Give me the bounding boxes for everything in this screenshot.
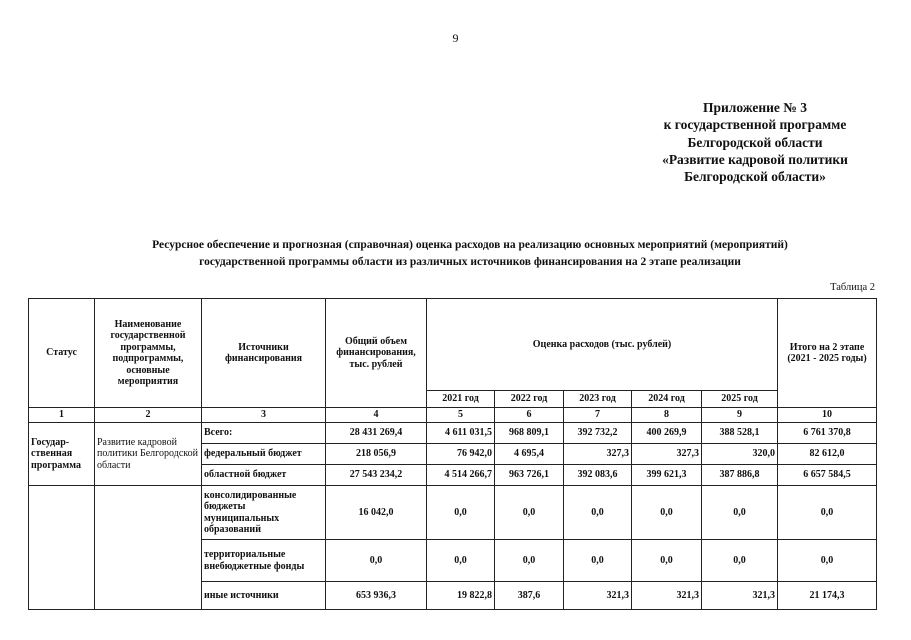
column-index: 6 xyxy=(495,408,564,423)
header-row xyxy=(29,299,877,391)
stage-total-cell: 21 174,3 xyxy=(778,582,877,610)
year-cell: 0,0 xyxy=(564,486,632,540)
source-label: Всего: xyxy=(202,423,326,444)
column-index: 7 xyxy=(564,408,632,423)
program-status: Государ-ственная программа xyxy=(29,423,95,486)
total-cell: 28 431 269,4 xyxy=(326,423,427,444)
year-cell: 321,3 xyxy=(564,582,632,610)
year-cell: 0,0 xyxy=(495,486,564,540)
column-index: 4 xyxy=(326,408,427,423)
year-cell: 4 611 031,5 xyxy=(427,423,495,444)
year-cell: 387 886,8 xyxy=(702,465,778,486)
header-stage-total: Итого на 2 этапе (2021 - 2025 годы) xyxy=(778,299,877,408)
column-index: 9 xyxy=(702,408,778,423)
title-line-2: государственной программы области из различных источников финансирования на 2 этапе реализации xyxy=(199,255,741,268)
header-year: 2023 год xyxy=(564,391,632,408)
year-cell: 0,0 xyxy=(702,540,778,582)
source-label: территориальные внебюджетные фонды xyxy=(202,540,326,582)
total-cell: 16 042,0 xyxy=(326,486,427,540)
appendix-line: Приложение № 3 xyxy=(703,100,807,115)
year-cell: 4 514 266,7 xyxy=(427,465,495,486)
year-cell: 321,3 xyxy=(702,582,778,610)
appendix-line: Белгородской области xyxy=(687,134,823,150)
empty-status-cell xyxy=(29,486,95,610)
year-cell: 19 822,8 xyxy=(427,582,495,610)
header-year: 2025 год xyxy=(702,391,778,408)
column-index: 3 xyxy=(202,408,326,423)
column-index: 1 xyxy=(29,408,95,423)
year-cell: 387,6 xyxy=(495,582,564,610)
column-index: 2 xyxy=(95,408,202,423)
header-year: 2022 год xyxy=(495,391,564,408)
stage-total-cell: 82 612,0 xyxy=(778,444,877,465)
year-cell: 0,0 xyxy=(702,486,778,540)
year-cell: 392 083,6 xyxy=(564,465,632,486)
year-cell: 399 621,3 xyxy=(632,465,702,486)
source-label: федеральный бюджет xyxy=(202,444,326,465)
year-cell: 4 695,4 xyxy=(495,444,564,465)
source-label: иные источники xyxy=(202,582,326,610)
stage-total-cell: 6 657 584,5 xyxy=(778,465,877,486)
appendix-line: «Развитие кадровой политики xyxy=(662,151,848,167)
year-cell: 968 809,1 xyxy=(495,423,564,444)
program-name: Развитие кадровой политики Белгородской области xyxy=(95,423,202,486)
source-label: областной бюджет xyxy=(202,465,326,486)
stage-total-cell: 0,0 xyxy=(778,486,877,540)
year-cell: 400 269,9 xyxy=(632,423,702,444)
header-sources: Источники финансирования xyxy=(202,299,326,408)
year-cell: 76 942,0 xyxy=(427,444,495,465)
total-cell: 0,0 xyxy=(326,540,427,582)
year-cell: 320,0 xyxy=(702,444,778,465)
year-cell: 327,3 xyxy=(564,444,632,465)
year-cell: 321,3 xyxy=(632,582,702,610)
header-total: Общий объем финансирования, тыс. рублей xyxy=(326,299,427,408)
header-estimate: Оценка расходов (тыс. рублей) xyxy=(427,299,778,391)
year-cell: 0,0 xyxy=(632,486,702,540)
table-label: Таблица 2 xyxy=(830,282,875,293)
year-cell: 0,0 xyxy=(632,540,702,582)
header-name: Наименование государственной программы, подпрограммы, основные мероприятия xyxy=(95,299,202,408)
index-row xyxy=(29,408,877,423)
table-row xyxy=(29,486,877,540)
year-cell: 0,0 xyxy=(495,540,564,582)
document-title xyxy=(70,237,870,270)
column-index: 5 xyxy=(427,408,495,423)
total-cell: 218 056,9 xyxy=(326,444,427,465)
year-cell: 963 726,1 xyxy=(495,465,564,486)
year-cell: 392 732,2 xyxy=(564,423,632,444)
page-number: 9 xyxy=(452,31,459,45)
column-index: 8 xyxy=(632,408,702,423)
stage-total-cell: 0,0 xyxy=(778,540,877,582)
total-cell: 27 543 234,2 xyxy=(326,465,427,486)
source-label: консолидированные бюджеты муниципальных образований xyxy=(202,486,326,540)
year-cell: 0,0 xyxy=(564,540,632,582)
year-cell: 388 528,1 xyxy=(702,423,778,444)
stage-total-cell: 6 761 370,8 xyxy=(778,423,877,444)
table-row xyxy=(29,423,877,444)
total-cell: 653 936,3 xyxy=(326,582,427,610)
year-cell: 0,0 xyxy=(427,540,495,582)
header-year: 2021 год xyxy=(427,391,495,408)
column-index: 10 xyxy=(778,408,877,423)
financing-table xyxy=(28,298,877,610)
year-cell: 0,0 xyxy=(427,486,495,540)
year-cell: 327,3 xyxy=(632,444,702,465)
header-status: Статус xyxy=(29,299,95,408)
title-line-1: Ресурсное обеспечение и прогнозная (справочная) оценка расходов на реализацию основных мероприятий (мероприятий) xyxy=(152,239,788,251)
appendix-block xyxy=(600,99,910,185)
header-year: 2024 год xyxy=(632,391,702,408)
appendix-line: к государственной программе xyxy=(663,117,847,133)
appendix-line: Белгородской области» xyxy=(684,169,826,185)
empty-name-cell xyxy=(95,486,202,610)
